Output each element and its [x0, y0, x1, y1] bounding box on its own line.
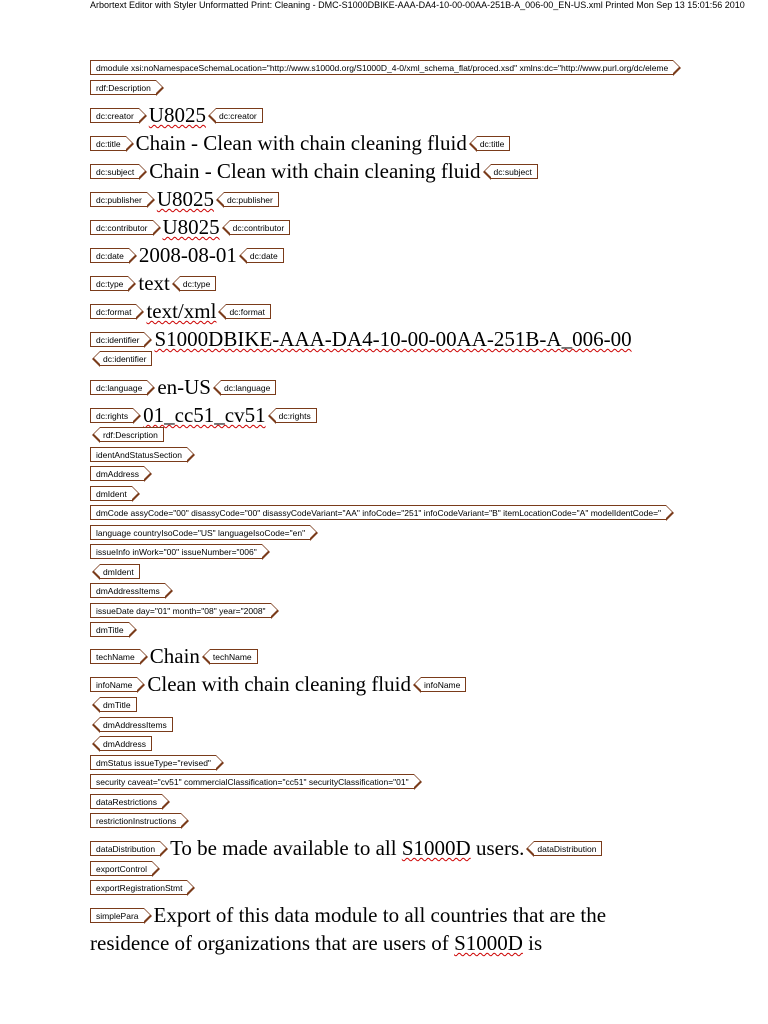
language-start-tag[interactable]: language countryIsoCode="US" languageIsoCode="en" [90, 525, 310, 540]
issue-date-line [90, 603, 281, 618]
print-header: Arbortext Editor with Styler Unformatted Print: Cleaning - DMC-S1000DBIKE-AAA-DA4-10-00-00AA-251B-A_006-00_EN-US.xml Printed Mon Sep 13 15:01:56 2010 [90, 0, 745, 10]
dm-address-end-line [90, 736, 152, 751]
dc-date-line [90, 243, 284, 267]
dc-language-start-tag[interactable]: dc:language [90, 380, 147, 395]
issue-info-line [90, 544, 272, 559]
dc-publisher-start-tag[interactable]: dc:publisher [90, 192, 147, 207]
dc-rights-end-tag[interactable]: dc:rights [276, 408, 317, 423]
dm-address-start-tag[interactable]: dmAddress [90, 466, 144, 481]
data-distribution-end-tag[interactable]: dataDistribution [534, 841, 602, 856]
dc-date-end-tag[interactable]: dc:date [247, 248, 284, 263]
simple-para-text-b: S1000D [454, 931, 523, 955]
format-value[interactable]: text/xml [146, 299, 217, 323]
contributor-value[interactable]: U8025 [162, 215, 220, 239]
rdf-description-end-line [90, 427, 164, 442]
dm-address-line [90, 466, 154, 481]
tech-name-line [90, 644, 258, 668]
export-control-line [90, 861, 162, 876]
dm-title-start-tag[interactable]: dmTitle [90, 622, 129, 637]
dm-code-line [90, 505, 676, 520]
dc-rights-start-tag[interactable]: dc:rights [90, 408, 133, 423]
data-restrictions-line [90, 794, 172, 809]
dc-rights-line [90, 403, 317, 427]
simple-para-text-c: is [522, 931, 543, 955]
dm-ident-start-tag[interactable]: dmIdent [90, 486, 132, 501]
data-distribution-text-b: S1000D [401, 836, 471, 860]
rdf-description-start-tag[interactable]: rdf:Description [90, 80, 156, 95]
rdf-description-line [90, 80, 166, 95]
dc-creator-line [90, 103, 263, 127]
dm-status-start-tag[interactable]: dmStatus issueType="revised" [90, 755, 216, 770]
ident-status-line [90, 447, 197, 462]
dc-creator-end-tag[interactable]: dc:creator [216, 108, 263, 123]
publisher-value[interactable]: U8025 [156, 187, 215, 211]
simple-para-text-a: Export of this data module to all countries that are the residence of organizations that are users of [90, 903, 607, 955]
info-name-end-tag[interactable]: infoName [421, 677, 466, 692]
dm-title-line [90, 622, 139, 637]
data-restrictions-start-tag[interactable]: dataRestrictions [90, 794, 162, 809]
type-value[interactable]: text [138, 271, 170, 295]
info-name-value[interactable]: Clean with chain cleaning fluid [147, 672, 411, 696]
restriction-instructions-line [90, 813, 191, 828]
data-distribution-line [90, 836, 602, 860]
export-registration-line [90, 880, 197, 895]
simple-para-start-tag[interactable]: simplePara [90, 908, 144, 923]
dm-address-items-end-tag[interactable]: dmAddressItems [100, 717, 173, 732]
dmodule-line [90, 60, 683, 75]
dc-format-end-tag[interactable]: dc:format [226, 304, 270, 319]
dm-address-end-tag[interactable]: dmAddress [100, 736, 152, 751]
data-distribution-text-a: To be made available to all [170, 836, 402, 860]
issue-info-start-tag[interactable]: issueInfo inWork="00" issueNumber="006" [90, 544, 262, 559]
dc-subject-line [90, 159, 538, 183]
security-start-tag[interactable]: security caveat="cv51" commercialClassification="cc51" securityClassification="01" [90, 774, 414, 789]
dc-contributor-line [90, 215, 290, 239]
dm-title-end-line [90, 697, 137, 712]
dc-contributor-start-tag[interactable]: dc:contributor [90, 220, 153, 235]
export-control-start-tag[interactable]: exportControl [90, 861, 152, 876]
dm-title-end-tag[interactable]: dmTitle [100, 697, 137, 712]
dc-title-end-tag[interactable]: dc:title [477, 136, 511, 151]
dc-subject-start-tag[interactable]: dc:subject [90, 164, 139, 179]
dm-address-items-end-line [90, 717, 173, 732]
tech-name-value[interactable]: Chain [149, 644, 200, 668]
dc-type-line [90, 271, 216, 295]
dc-identifier-start-tag[interactable]: dc:identifier [90, 332, 144, 347]
ident-status-start-tag[interactable]: identAndStatusSection [90, 447, 187, 462]
dmodule-start-tag[interactable]: dmodule xsi:noNamespaceSchemaLocation="http://www.s1000d.org/S1000D_4-0/xml_schema_flat/proced.xsd" xmlns:dc="http://www.purl.org/dc/eleme [90, 60, 673, 75]
dc-format-line [90, 299, 271, 323]
dc-identifier-line [90, 327, 632, 351]
dc-contributor-end-tag[interactable]: dc:contributor [230, 220, 291, 235]
security-line [90, 774, 424, 789]
dc-type-start-tag[interactable]: dc:type [90, 276, 128, 291]
subject-value[interactable]: Chain - Clean with chain cleaning fluid [149, 159, 481, 183]
issue-date-start-tag[interactable]: issueDate day="01" month="08" year="2008" [90, 603, 271, 618]
rights-value[interactable]: 01_cc51_cv51 [143, 403, 266, 427]
dc-identifier-end-line [90, 351, 152, 366]
identifier-value[interactable]: S1000DBIKE-AAA-DA4-10-00-00AA-251B-A_006-00 [154, 327, 632, 351]
date-value[interactable]: 2008-08-01 [138, 243, 237, 267]
dc-title-line [90, 131, 510, 155]
dc-title-start-tag[interactable]: dc:title [90, 136, 126, 151]
dc-format-start-tag[interactable]: dc:format [90, 304, 136, 319]
language-tag-line [90, 525, 320, 540]
dc-publisher-end-tag[interactable]: dc:publisher [224, 192, 279, 207]
dm-address-items-line [90, 583, 175, 598]
dm-status-line [90, 755, 226, 770]
creator-value[interactable]: U8025 [148, 103, 206, 127]
dc-publisher-line [90, 187, 279, 211]
export-registration-start-tag[interactable]: exportRegistrationStmt [90, 880, 187, 895]
data-distribution-value[interactable] [170, 836, 524, 860]
rdf-description-end-tag[interactable]: rdf:Description [100, 427, 164, 442]
tech-name-start-tag[interactable]: techName [90, 649, 140, 664]
data-distribution-start-tag[interactable]: dataDistribution [90, 841, 160, 856]
dc-date-start-tag[interactable]: dc:date [90, 248, 129, 263]
dm-ident-end-tag[interactable]: dmIdent [100, 564, 140, 579]
dc-identifier-end-tag[interactable]: dc:identifier [100, 351, 152, 366]
data-distribution-text-c: users. [470, 836, 525, 860]
language-value[interactable]: en-US [157, 375, 211, 399]
restriction-instructions-start-tag[interactable]: restrictionInstructions [90, 813, 181, 828]
dm-code-start-tag[interactable]: dmCode assyCode="00" disassyCode="00" disassyCodeVariant="AA" infoCode="251" infoCodeVariant="B" itemLocationCode="A" modelIdentCode=" [90, 505, 666, 520]
info-name-start-tag[interactable]: infoName [90, 677, 137, 692]
dc-creator-start-tag[interactable]: dc:creator [90, 108, 139, 123]
dc-language-end-tag[interactable]: dc:language [221, 380, 276, 395]
dm-ident-end-line [90, 564, 140, 579]
tech-name-end-tag[interactable]: techName [210, 649, 258, 664]
title-value[interactable]: Chain - Clean with chain cleaning fluid [135, 131, 467, 155]
simple-para[interactable] [90, 901, 690, 957]
info-name-line [90, 672, 466, 696]
dm-address-items-start-tag[interactable]: dmAddressItems [90, 583, 165, 598]
dc-type-end-tag[interactable]: dc:type [180, 276, 216, 291]
dc-subject-end-tag[interactable]: dc:subject [491, 164, 538, 179]
dc-language-line [90, 375, 276, 399]
dm-ident-line [90, 486, 142, 501]
